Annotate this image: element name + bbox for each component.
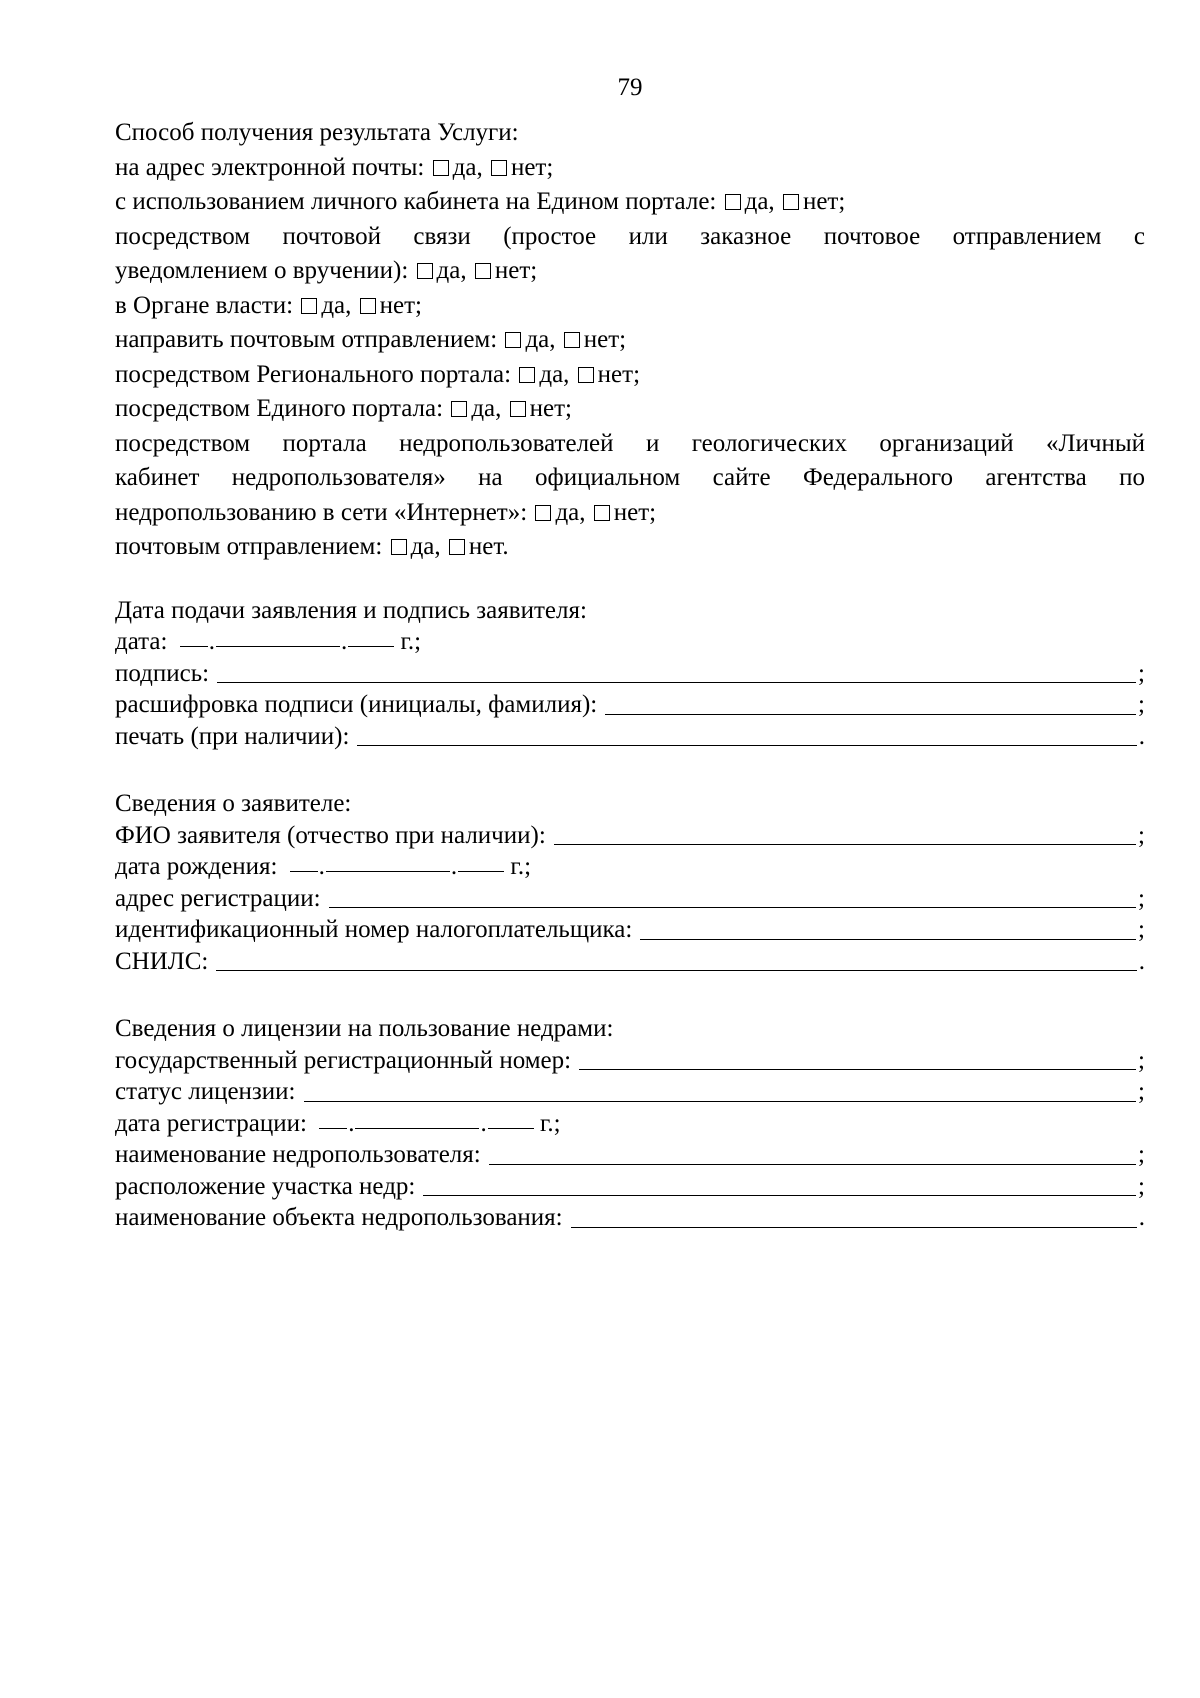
checkbox-subsoil-yes[interactable] [535,505,551,521]
checkbox-shipment-no[interactable] [449,539,465,555]
option-subsoil-portal: недропользованию в сети «Интернет»: да, нет; [115,498,657,526]
applicant-fio-field[interactable]: ФИО заявителя (отчество при наличии): ; [115,821,1145,849]
checkbox-shipment-yes[interactable] [391,539,407,555]
form-content [115,116,1145,1234]
birth-year-blank[interactable] [458,870,504,872]
license-reg-date-field[interactable]: дата регистрации: . . г.; [115,1109,561,1137]
reg-year-blank[interactable] [488,1127,534,1129]
checkbox-authority-no[interactable] [360,298,376,314]
stamp-field[interactable]: печать (при наличии): . [115,722,1145,750]
user-name-blank[interactable] [489,1163,1136,1165]
applicant-section [115,788,1145,977]
checkbox-subsoil-no[interactable] [594,505,610,521]
checkbox-cabinet-no[interactable] [783,194,799,210]
location-blank[interactable] [423,1194,1136,1196]
result-method-title: Способ получения результата Услуги: [115,119,519,146]
option-regional-portal: посредством Регионального портала: да, нет; [115,360,641,388]
checkbox-postal-no[interactable] [475,263,491,279]
date-day-blank[interactable] [180,645,208,647]
checkbox-unified-yes[interactable] [451,401,467,417]
option-postal: уведомлением о вручении): да, нет; [115,257,538,284]
subsoil-location-field[interactable]: расположение участка недр: ; [115,1172,1145,1200]
signature-section [115,595,1145,753]
subsoil-object-name-field[interactable]: наименование объекта недропользования: . [115,1204,1145,1231]
date-month-blank[interactable] [216,645,340,647]
reg-day-blank[interactable] [319,1127,347,1129]
option-personal-cabinet: с использованием личного кабинета на Едином портале: да, нет; [115,188,846,215]
reg-number-blank[interactable] [579,1068,1136,1070]
license-reg-number-field[interactable]: государственный регистрационный номер: ; [115,1046,1145,1074]
license-section [115,1013,1145,1234]
page-number: 79 [617,74,643,101]
status-blank[interactable] [304,1100,1137,1102]
birth-day-blank[interactable] [290,870,318,872]
object-name-blank[interactable] [571,1226,1137,1228]
inn-field[interactable]: идентификационный номер налогоплательщика: ; [115,916,1145,943]
checkbox-unified-no[interactable] [510,401,526,417]
option-postal-shipment: почтовым отправлением: да, нет. [115,533,509,560]
checkbox-email-yes[interactable] [433,160,449,176]
signature-blank[interactable] [217,681,1136,683]
checkbox-regional-no[interactable] [578,367,594,383]
option-email: на адрес электронной почты: да, нет; [115,153,554,181]
signature-decoding-field[interactable]: расшифровка подписи (инициалы, фамилия): ; [115,691,1145,718]
option-subsoil-portal-line1: посредством портала недропользователей и геологических организаций «Личный [115,429,1145,457]
subsoil-user-name-field[interactable]: наименование недропользователя: ; [115,1141,1145,1168]
birth-date-field[interactable]: дата рождения: . . г.; [115,853,532,880]
license-section-title: Сведения о лицензии на пользование недрами: [115,1015,614,1042]
stamp-blank[interactable] [357,744,1136,746]
date-year-blank[interactable] [348,645,394,647]
result-method-section [115,116,1145,565]
inn-blank[interactable] [640,938,1136,940]
registration-address-field[interactable]: адрес регистрации: ; [115,884,1145,912]
snils-field[interactable]: СНИЛС: . [115,947,1145,975]
address-blank[interactable] [329,906,1136,908]
checkbox-cabinet-yes[interactable] [725,194,741,210]
applicant-section-title: Сведения о заявителе: [115,790,352,817]
option-postal-line1: посредством почтовой связи (простое или заказное почтовое отправлением с [115,222,1145,250]
fio-blank[interactable] [554,843,1136,845]
birth-month-blank[interactable] [326,870,450,872]
reg-month-blank[interactable] [355,1127,479,1129]
signature-section-title: Дата подачи заявления и подпись заявителя: [115,596,587,624]
checkbox-send-mail-no[interactable] [564,332,580,348]
checkbox-authority-yes[interactable] [301,298,317,314]
option-subsoil-portal-line2: кабинет недропользователя» на официальном сайте Федерального агентства по [115,464,1145,491]
decoding-blank[interactable] [605,713,1136,715]
checkbox-email-no[interactable] [491,160,507,176]
option-unified-portal: посредством Единого портала: да, нет; [115,395,573,422]
option-send-mail: направить почтовым отправлением: да, нет; [115,326,627,353]
checkbox-regional-yes[interactable] [519,367,535,383]
signature-field[interactable]: подпись: ; [115,659,1145,687]
option-authority: в Органе власти: да, нет; [115,291,423,319]
license-status-field[interactable]: статус лицензии: ; [115,1078,1145,1105]
submission-date-field[interactable]: дата: . . г.; [115,628,422,655]
snils-blank[interactable] [216,969,1136,971]
checkbox-send-mail-yes[interactable] [505,332,521,348]
checkbox-postal-yes[interactable] [417,263,433,279]
